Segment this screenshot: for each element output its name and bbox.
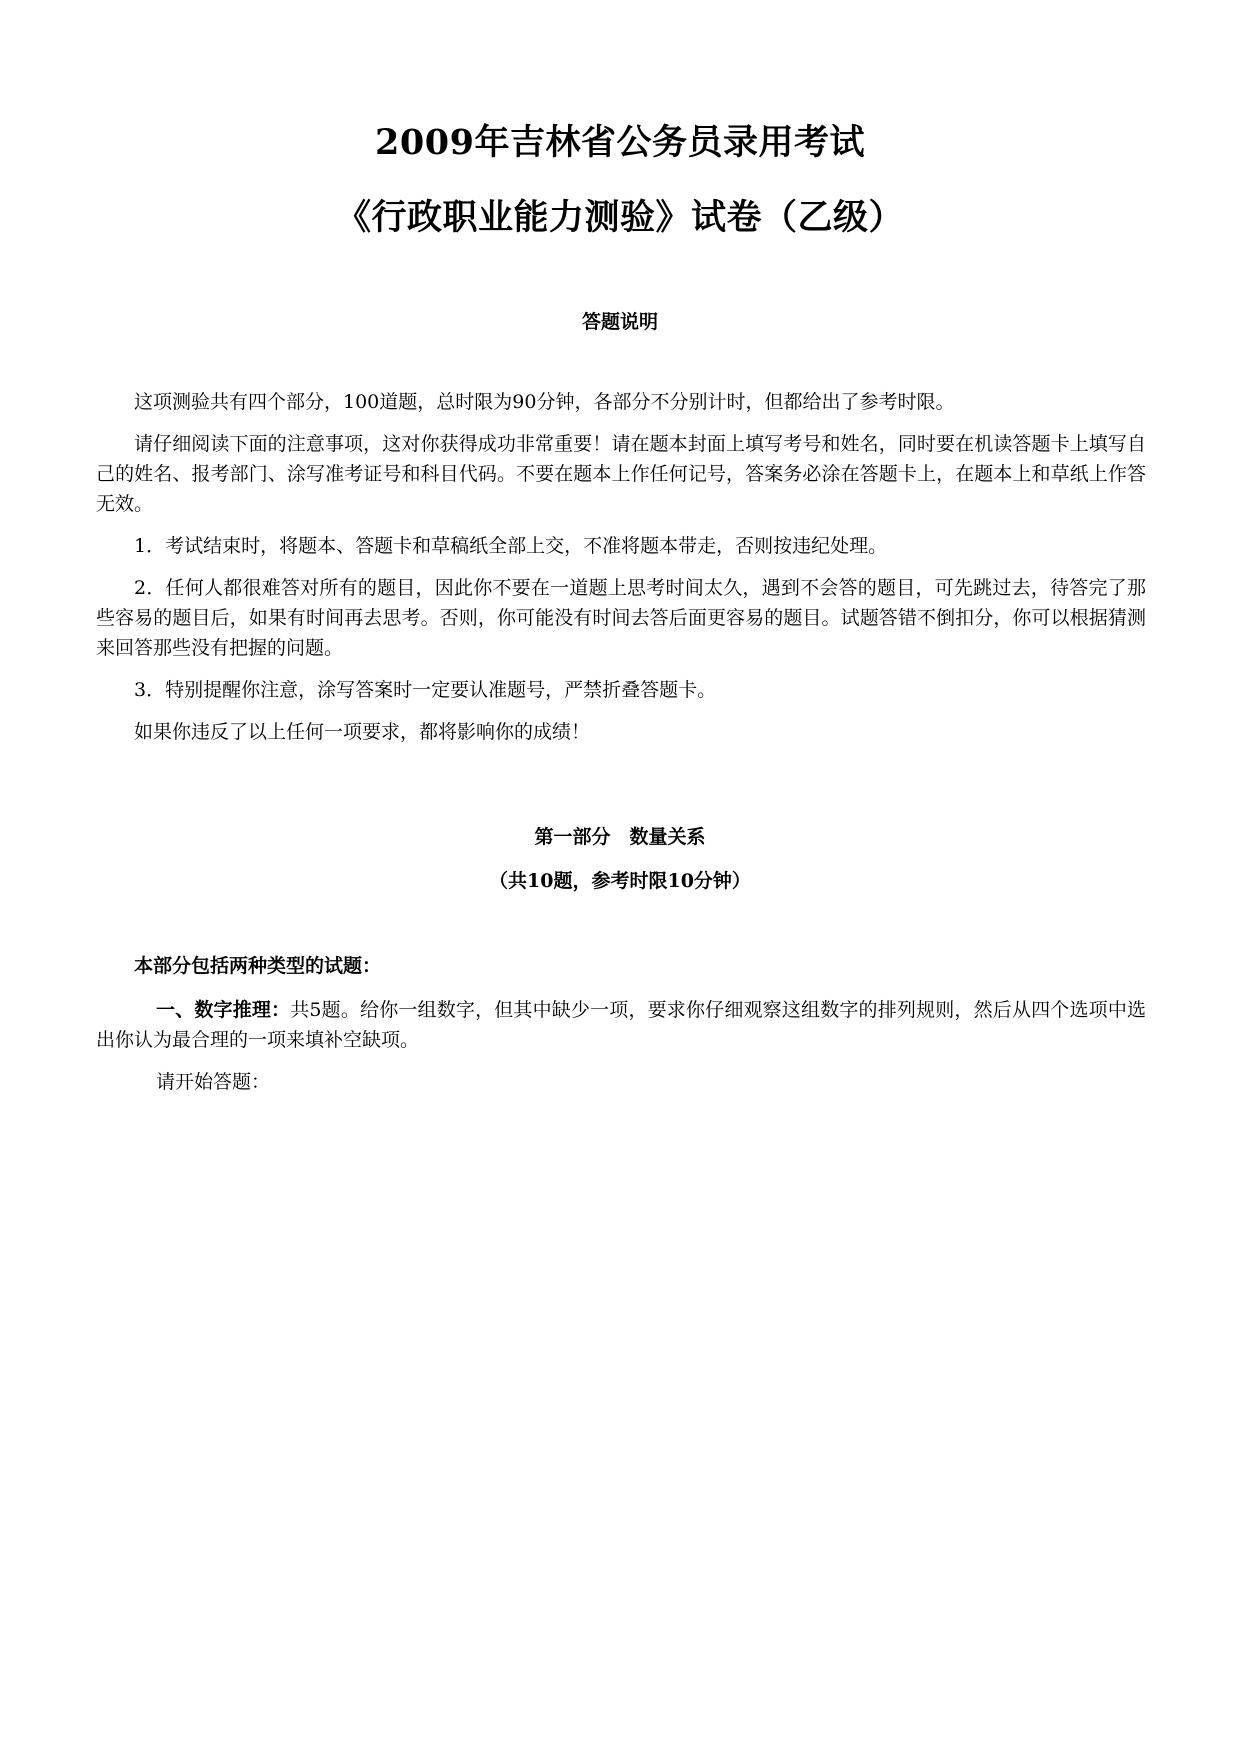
section1-label: 一、数字推理： <box>156 999 291 1021</box>
start-prompt: 请开始答题： <box>156 1071 271 1093</box>
section1-description <box>96 995 1146 1055</box>
instructions-paragraph: 如果你违反了以上任何一项要求，都将影响你的成绩！ <box>134 721 591 743</box>
instructions-paragraph: 3．特别提醒你注意，涂写答案时一定要认准题号，严禁折叠答题卡。 <box>134 679 717 701</box>
part1-body <box>96 951 1146 1097</box>
section1-text: 共5题。给你一组数字，但其中缺少一项，要求你仔细观察这组数字的排列规则，然后从四个选项中选出你认为最合理的一项来填补空缺项。 <box>96 999 1146 1051</box>
document-title-line1: 2009年吉林省公务员录用考试 <box>375 122 865 163</box>
part1-subheading: （共10题，参考时限10分钟） <box>489 870 751 892</box>
instructions-heading: 答题说明 <box>581 311 658 333</box>
instructions-paragraph: 这项测验共有四个部分，100道题，总时限为90分钟，各部分不分别计时，但都给出了参考时限。 <box>134 391 955 413</box>
part1-intro: 本部分包括两种类型的试题： <box>134 955 382 977</box>
instructions-paragraph: 2．任何人都很难答对所有的题目，因此你不要在一道题上思考时间太久，遇到不会答的题目，可先跳过去，待答完了那些容易的题目后，如果有时间再去思考。否则，你可能没有时间去答后面更容易的题目。试题答错不倒扣分，你可以根据猜测来回答那些没有把握的问题。 <box>96 577 1146 659</box>
part1-heading: 第一部分 数量关系 <box>534 826 706 848</box>
document-title-line2: 《行政职业能力测验》试卷（乙级） <box>335 197 904 238</box>
instructions-paragraph: 请仔细阅读下面的注意事项，这对你获得成功非常重要！请在题本封面上填写考号和姓名，同时要在机读答题卡上填写自己的姓名、报考部门、涂写准考证号和科目代码。不要在题本上作任何记号，答案务必涂在答题卡上，在题本上和草纸上作答无效。 <box>96 433 1146 515</box>
instructions-paragraph: 1．考试结束时，将题本、答题卡和草稿纸全部上交，不准将题本带走，否则按违纪处理。 <box>134 535 888 557</box>
instructions-body <box>96 387 1146 747</box>
